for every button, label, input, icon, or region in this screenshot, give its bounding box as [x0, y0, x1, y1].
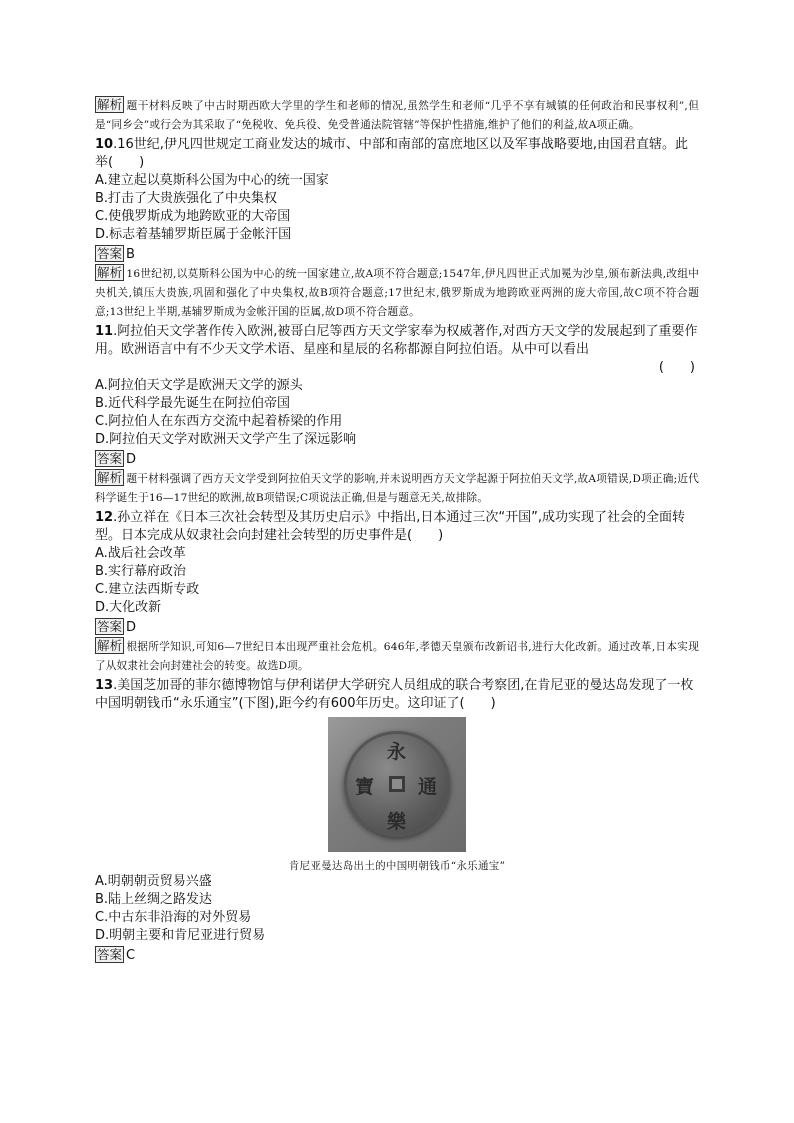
analysis-tag: 解析 — [97, 470, 123, 485]
coin-square-hole — [389, 776, 405, 792]
q13-option-d[interactable]: D.明朝主要和肯尼亚进行贸易 — [95, 928, 266, 943]
q10-stem — [95, 136, 699, 172]
q12-analysis-text: 根据所学知识,可知6—7世纪日本出现严重社会危机。646年,孝德天皇颁布改新诏书,进行大化改新。通过改革,日本实现了从奴隶社会向封建社会的转变。故选D项。 — [95, 641, 699, 672]
q13-option-b[interactable]: B.陆上丝绸之路发达 — [95, 892, 213, 907]
coin-char-right: 通 — [418, 776, 438, 798]
q10-option-d[interactable]: D.标志着基辅罗斯臣属于金帐汗国 — [95, 227, 292, 242]
figure-caption: 肯尼亚曼达岛出土的中国明朝钱币“永乐通宝” — [288, 860, 506, 872]
q12-stem-text: .孙立祥在《日本三次社会转型及其历史启示》中指出,日本通过三次“开国”,成功实现了社会的全面转型。日本完成从奴隶社会向封建社会转型的历史事件是( ) — [95, 510, 685, 543]
answer-tag: 答案 — [97, 246, 123, 261]
q12-answer — [95, 618, 699, 637]
q10-stem-text: .16世纪,伊凡四世规定工商业发达的城市、中部和南部的富庶地区以及军事战略要地,由国君直辖。此举( ) — [95, 137, 689, 170]
q12-number: 12 — [95, 510, 114, 525]
q10-answer — [95, 245, 699, 264]
q11-answer — [95, 450, 699, 469]
page-content — [95, 96, 699, 965]
q13-option-a[interactable]: A.明朝朝贡贸易兴盛 — [95, 874, 212, 889]
q12-answer-value: D — [126, 620, 137, 635]
coin-char-top: 永 — [387, 741, 407, 763]
q12-option-c[interactable]: C.建立法西斯专政 — [95, 582, 200, 597]
q11-analysis-text: 题干材料强调了西方天文学受到阿拉伯天文学的影响,并未说明西方天文学起源于阿拉伯天文学,故A项错误,D项正确;近代科学诞生于16—17世纪的欧洲,故B项错误;C项说法正确,但是与题意无关,故排除。 — [95, 473, 699, 504]
q9-analysis — [95, 96, 699, 135]
q11-option-d[interactable]: D.阿拉伯天文学对欧洲天文学产生了深远影响 — [95, 432, 357, 447]
coin-photo — [328, 717, 466, 852]
q12-analysis — [95, 637, 699, 676]
q10-number: 10 — [95, 137, 114, 152]
q11-stem-text: .阿拉伯天文学著作传入欧洲,被哥白尼等西方天文学家奉为权威著作,对西方天文学的发展起到了重要作用。欧洲语言中有不少天文学术语、星座和星辰的名称都源自阿拉伯语。从中可以看出 — [95, 324, 698, 357]
q11-option-c[interactable]: C.阿拉伯人在东西方交流中起着桥梁的作用 — [95, 414, 343, 429]
q13-option-c[interactable]: C.中古东非沿海的对外贸易 — [95, 910, 252, 925]
coin-image — [344, 731, 450, 837]
q11-number: 11 — [95, 324, 114, 339]
q12-option-d[interactable]: D.大化改新 — [95, 600, 162, 615]
answer-tag: 答案 — [97, 619, 123, 634]
q11-option-a[interactable]: A.阿拉伯天文学是欧洲天文学的源头 — [95, 378, 303, 393]
q10-analysis-text: 16世纪初,以莫斯科公国为中心的统一国家建立,故A项不符合题意;1547年,伊凡四世正式加冕为沙皇,颁布新法典,改组中央机关,镇压大贵族,巩固和强化了中央集权,故B项符合题意;17世纪末,俄罗斯成为地跨欧亚两洲的庞大帝国,故C项不符合题意;13世纪上半期,基辅罗斯成为金帐汗国的臣属,故D项不符合题意。 — [95, 268, 699, 318]
q13-stem — [95, 677, 699, 713]
q13-answer — [95, 946, 699, 965]
analysis-tag: 解析 — [97, 638, 123, 653]
q10-analysis — [95, 264, 699, 322]
coin-char-bottom: 樂 — [387, 811, 407, 833]
q10-option-a[interactable]: A.建立起以莫斯科公国为中心的统一国家 — [95, 173, 329, 188]
q13-number: 13 — [95, 678, 114, 693]
q11-answer-value: D — [126, 452, 137, 467]
analysis-tag: 解析 — [97, 265, 123, 280]
coin-char-left: 寶 — [355, 776, 375, 798]
q13-answer-value: C — [126, 948, 136, 963]
q10-answer-value: B — [126, 247, 135, 262]
q10-option-c[interactable]: C.使俄罗斯成为地跨欧亚的大帝国 — [95, 209, 291, 224]
answer-tag: 答案 — [97, 947, 123, 962]
q12-option-a[interactable]: A.战后社会改革 — [95, 546, 186, 561]
q11-analysis — [95, 469, 699, 508]
q11-answer-blank: ( ) — [658, 360, 695, 375]
answer-tag: 答案 — [97, 451, 123, 466]
q10-option-b[interactable]: B.打击了大贵族强化了中央集权 — [95, 191, 278, 206]
coin-figure — [95, 717, 699, 873]
q12-stem — [95, 509, 699, 545]
q11-option-b[interactable]: B.近代科学最先诞生在阿拉伯帝国 — [95, 396, 291, 411]
q13-stem-text: .美国芝加哥的菲尔德博物馆与伊利诺伊大学研究人员组成的联合考察团,在肯尼亚的曼达岛发现了一枚中国明朝钱币“永乐通宝”(下图),距今约有600年历史。这印证了( ) — [95, 678, 694, 711]
q12-option-b[interactable]: B.实行幕府政治 — [95, 564, 187, 579]
analysis-tag: 解析 — [97, 97, 123, 112]
q9-analysis-text: 题干材料反映了中古时期西欧大学里的学生和老师的情况,虽然学生和老师“几乎不享有城镇的任何政治和民事权利”,但是“同乡会”或行会为其采取了“免税收、免兵役、免受普通法院管辖”等保护性措施,维护了他们的利益,故A项正确。 — [95, 100, 699, 131]
q11-stem — [95, 323, 699, 359]
